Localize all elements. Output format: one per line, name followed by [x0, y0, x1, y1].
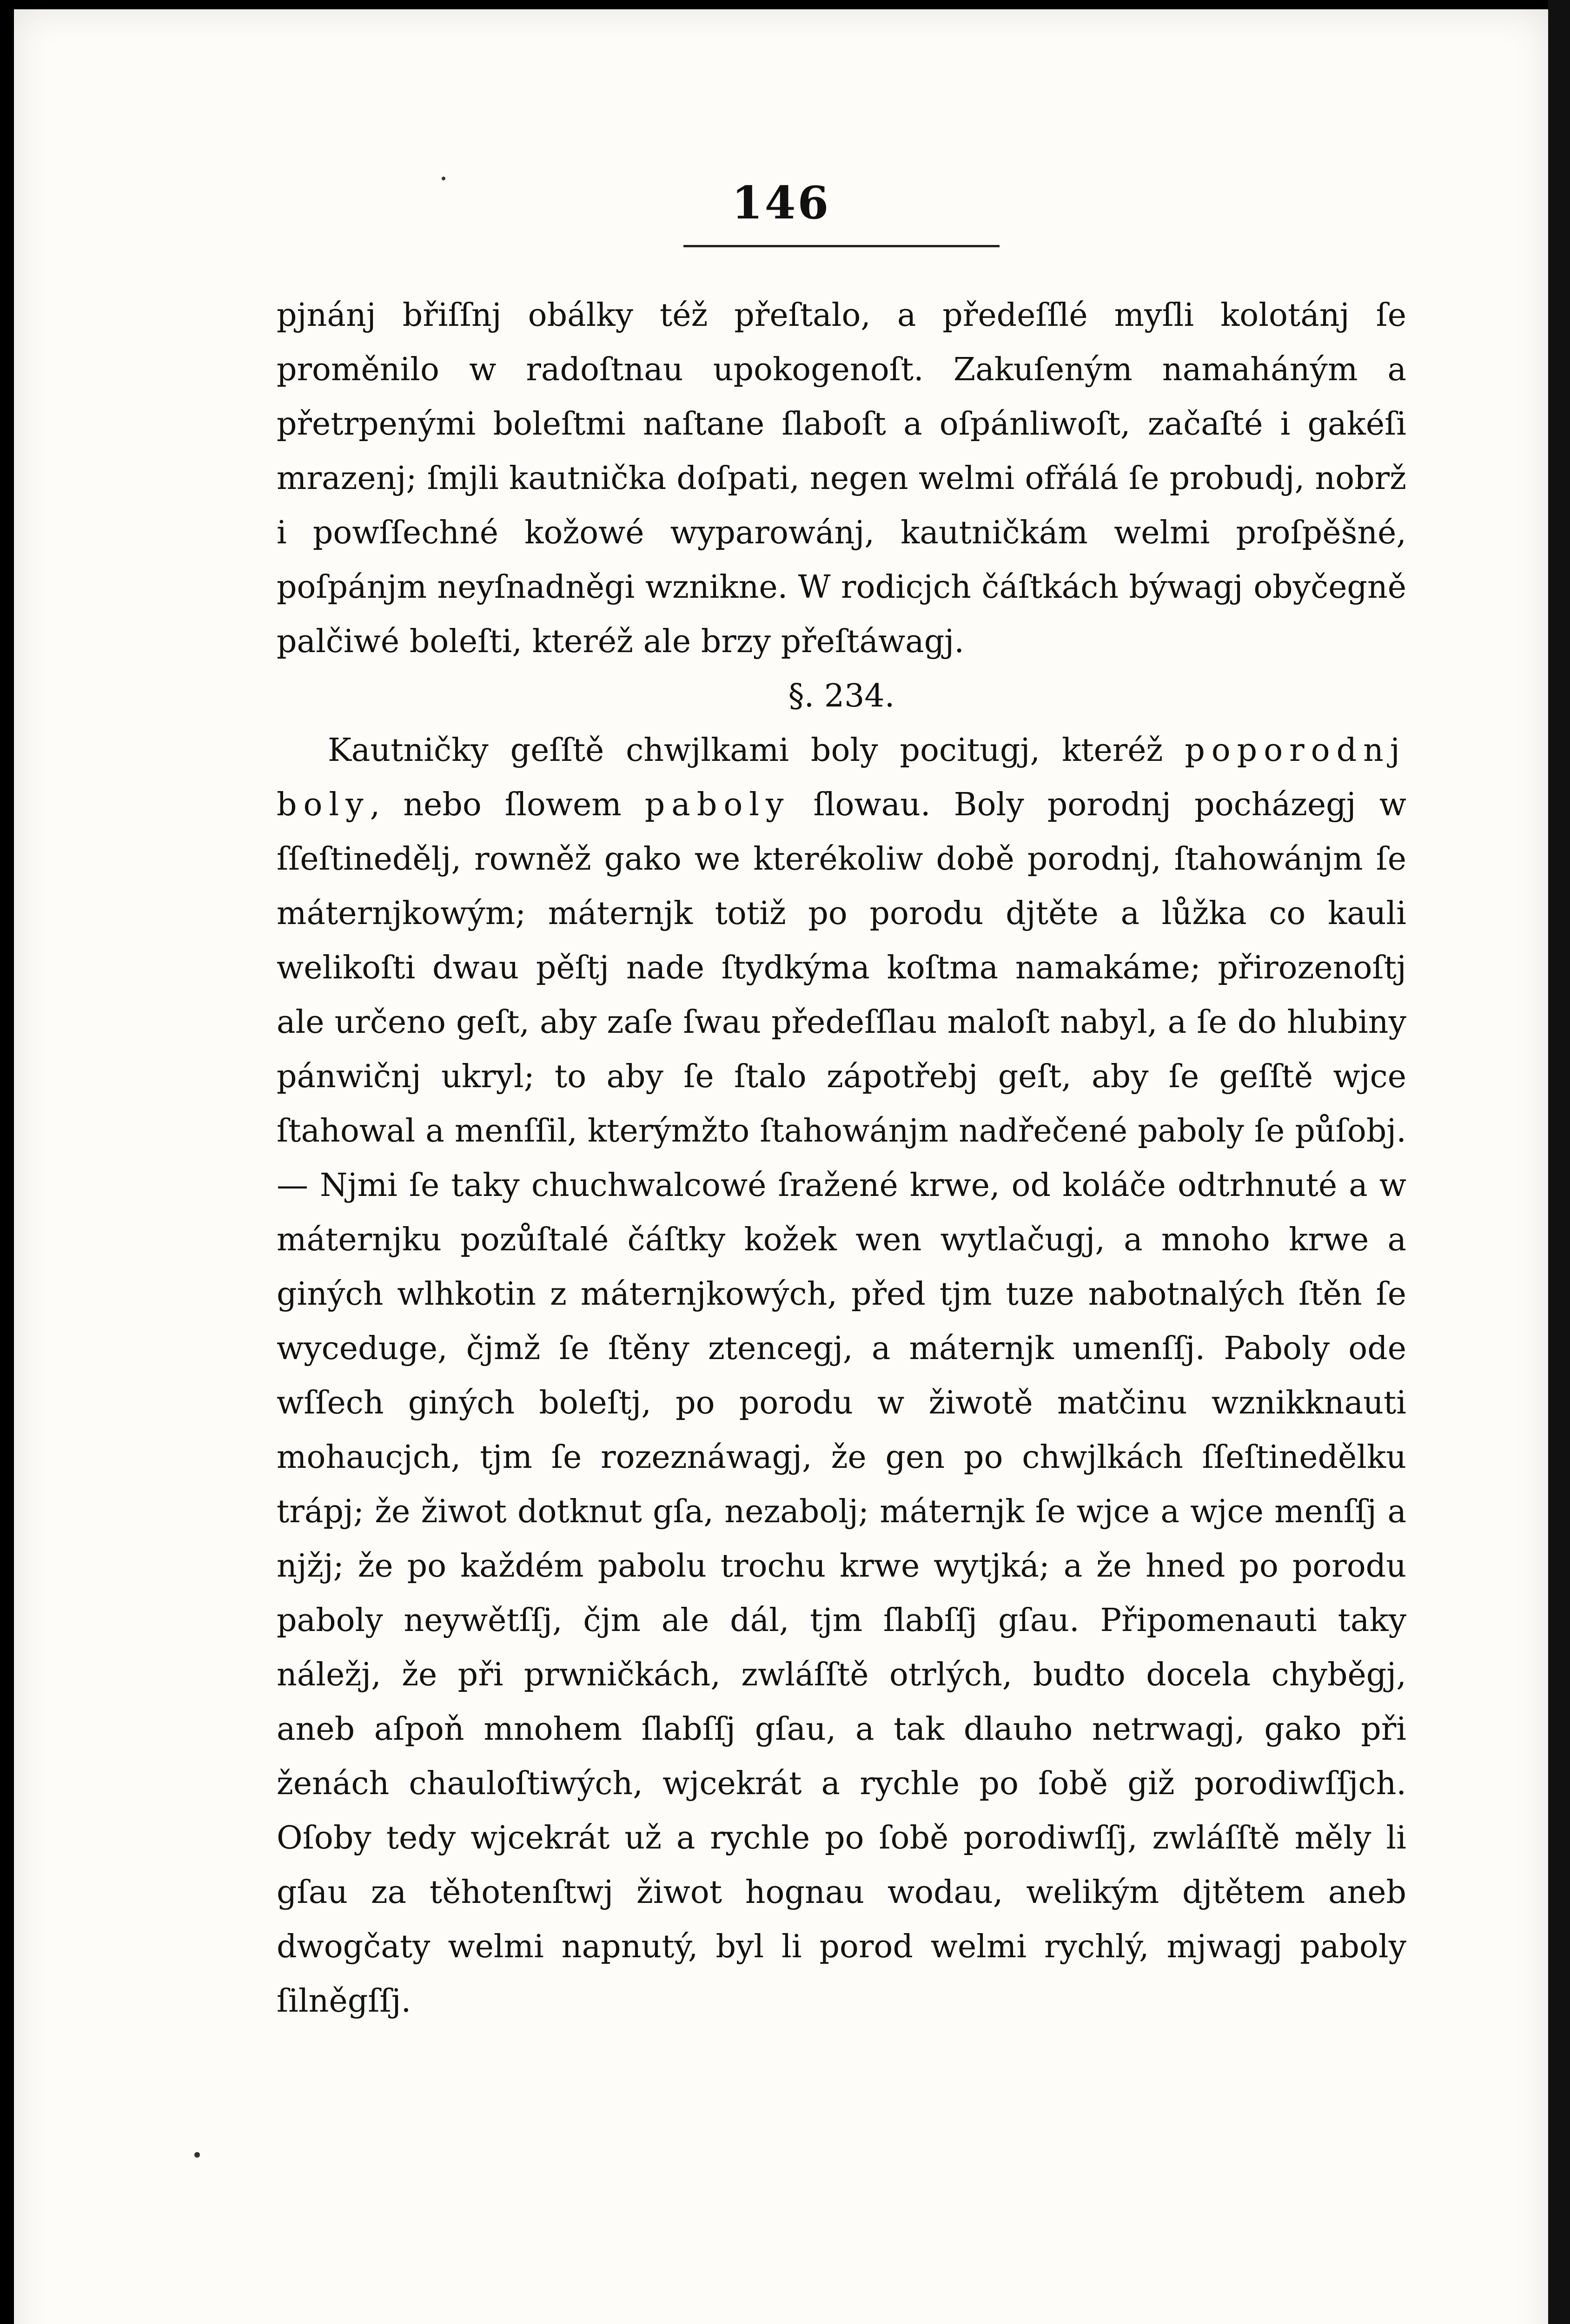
ink-speck	[442, 177, 445, 180]
ink-speck	[194, 2152, 200, 2158]
section-heading: §. 234.	[788, 678, 895, 714]
term-poporodnj-boly: poporodnj boly	[277, 732, 1406, 823]
paragraph-2-text-1: Kautničky geſſtě chwjlkami boly pocitugj, kteréž	[328, 732, 1185, 769]
paragraph-2	[277, 723, 1406, 2028]
paragraph-1: pjnánj břiſſnj obálky též přeſtalo, a předeſſlé myſli kolotánj ſe proměnilo w radoſtnau upokogenoſt. Zakuſeným namaháným a přetrpenými boleſtmi naſtane ſlaboſt a oſpánliwoſt, začaſté i gakéſi mrazenj; ſmjli kautnička doſpati, negen welmi ofřálá ſe probudj, nobrž i powſſechné kožowé wyparowánj, kautničkám welmi proſpěšné, poſpánjm neyſnadněgi wznikne. W rodicjch čáſtkách býwagj obyčegně palčiwé boleſti, kteréž ale brzy přeſtáwagj.	[277, 297, 1406, 660]
body-text	[277, 288, 1406, 2028]
header-rule	[683, 245, 1000, 247]
term-paboly: paboly	[644, 786, 790, 823]
page-number: 146	[731, 177, 831, 229]
paragraph-2-text-3: ſlowau. Boly porodnj pocházegj w ſſeſtinedělj, rowněž gako we kterékoliw době porodnj, ſtahowánjm ſe máternjkowým; máternjk totiž po porodu djtěte a lůžka co kauli welikoſti dwau pěſtj nade ſtydkýma koſtma namakáme; přirozenoſtj ale určeno geſt, aby zaſe ſwau předeſſlau maloſt nabyl, a ſe do hlubiny pánwičnj ukryl; to aby ſe ſtalo zápotřebj geſt, aby ſe geſſtě wjce ſtahowal a menſſil, kterýmžto ſtahowánjm nadřečené paboly ſe půſobj. — Njmi ſe taky chuchwalcowé ſražené krwe, od koláče odtrhnuté a w máternjku pozůſtalé čáſtky kožek wen wytlačugj, a mnoho krwe a giných wlhkotin z máternjkowých, před tjm tuze nabotnalých ſtěn ſe wycedugе, čjmž ſe ſtěny ztencegj, a máternjk umenſſj. Paboly ode wſſech giných boleſtj, po porodu w žiwotě matčinu wznikknauti mohaucjch, tjm ſe rozeznáwagj, že gen po chwjlkách ſſeſtinedělku trápj; že žiwot dotknut gſa, nezabolj; máternjk ſe wjce a wjce menſſj a njžj; že po každém pabolu trochu krwe wytjká; a že hned po porodu paboly neywětſſj, čjm ale dál, tjm ſlabſſj gſau. Připomenauti taky náležj, že při prwničkách, zwláſſtě otrlých, budto docela chyběgj, aneb aſpoň mnohem ſlabſſj gſau, a tak dlauho netrwagj, gako při ženách chauloſtiwých, wjcekrát a rychle po ſobě giž porodiwſſjch. Oſoby tedy wjcekrát už a rychle po ſobě porodiwſſj, zwláſſtě měly li gſau za těhotenſtwj žiwot hognau wodau, welikým djtětem aneb dwogčaty welmi napnutý, byl li porod welmi rychlý, mjwagj paboly ſilněgſſj.	[277, 786, 1407, 2020]
book-page	[14, 9, 1548, 2324]
scan-edge	[1548, 0, 1570, 2324]
paragraph-2-text-2: , nebo ſlowem	[370, 786, 645, 823]
